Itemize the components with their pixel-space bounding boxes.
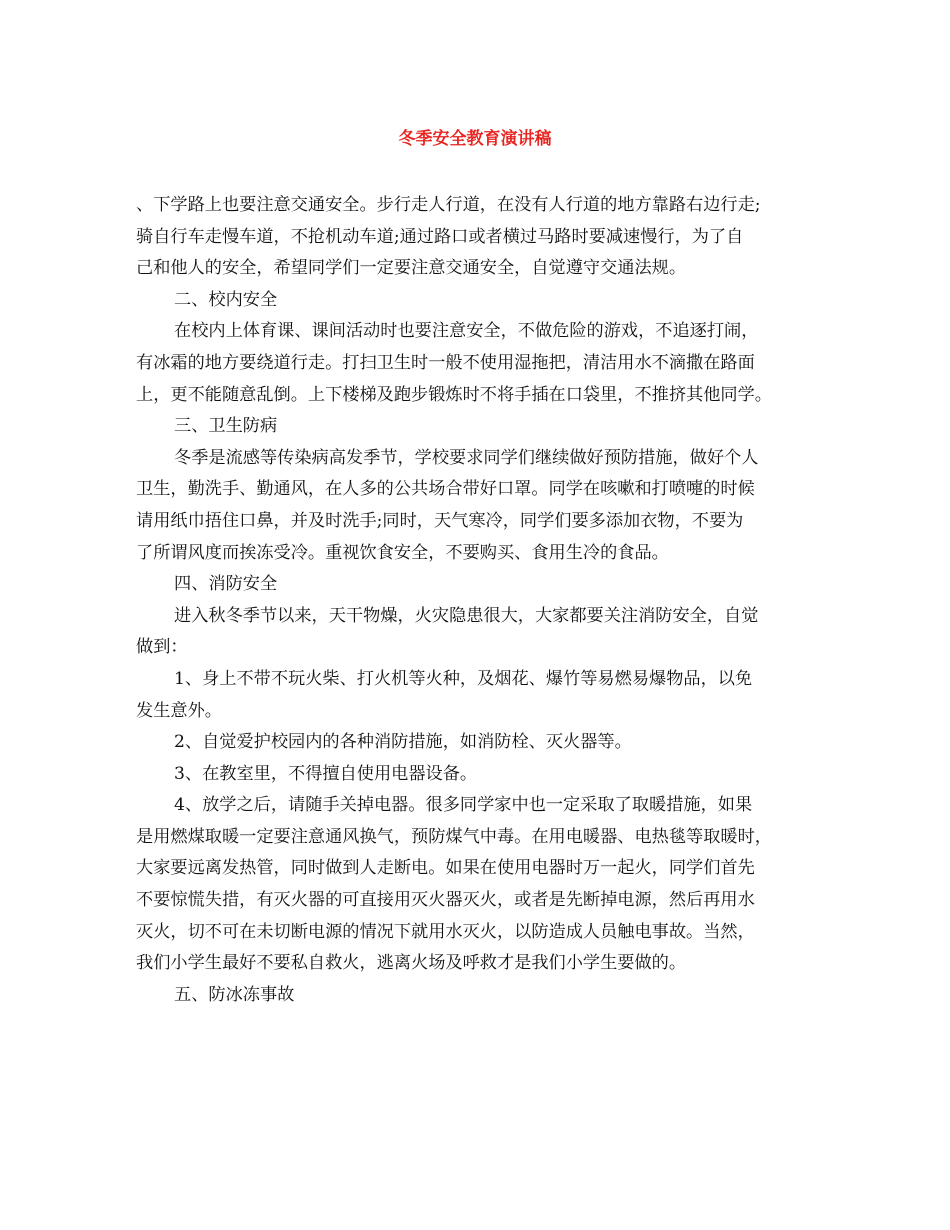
text-line: 二、校内安全 [174,289,278,310]
text-line: 发生意外。 [136,700,222,721]
text-line: 是用燃煤取暖一定要注意通风换气，预防煤气中毒。在用电暖器、电热毯等取暖时， [136,826,772,847]
text-line: 请用纸巾捂住口鼻，并及时洗手;同时，天气寒冷，同学们要多添加衣物，不要为 [136,510,744,531]
text-line: 做到： [136,637,188,658]
text-line: 在校内上体育课、课间活动时也要注意安全，不做危险的游戏，不追逐打闹， [174,321,759,342]
text-line: 4、放学之后，请随手关掉电器。很多同学家中也一定采取了取暖措施，如果 [174,795,753,816]
text-line: 冬季是流感等传染病高发季节，学校要求同学们继续做好预防措施，做好个人 [174,447,759,468]
text-line: 有冰霜的地方要绕道行走。打扫卫生时一般不使用湿拖把，清洁用水不滴撒在路面 [136,352,755,373]
text-line: 五、防冰冻事故 [174,984,295,1005]
text-line: 3、在教室里，不得擅自使用电器设备。 [174,763,478,784]
text-line: 、下学路上也要注意交通安全。步行走人行道，在没有人行道的地方靠路右边行走; [136,195,761,215]
text-line: 卫生，勤洗手、勤通风，在人多的公共场合带好口罩。同学在咳嗽和打喷嚏的时候 [136,479,755,500]
text-line: 了所谓风度而挨冻受冷。重视饮食安全，不要购买、食用生冷的食品。 [136,542,669,563]
document-title: 冬季安全教育演讲稿 [398,129,552,149]
text-line: 灭火，切不可在未切断电源的情况下就用水灭火，以防造成人员触电事故。当然， [136,921,755,942]
text-line: 上，更不能随意乱倒。上下楼梯及跑步锻炼时不将手插在口袋里，不推挤其他同学。 [136,384,772,405]
text-line: 1、身上不带不玩火柴、打火机等火种，及烟花、爆竹等易燃易爆物品，以免 [174,668,753,689]
text-line: 进入秋冬季节以来，天干物燥，火灾隐患很大，大家都要关注消防安全，自觉 [174,605,759,626]
text-line: 四、消防安全 [174,574,278,595]
text-line: 大家要远离发热管，同时做到人走断电。如果在使用电器时万一起火，同学们首先 [136,858,755,879]
text-line: 己和他人的安全，希望同学们一定要注意交通安全，自觉遵守交通法规。 [136,258,687,279]
text-line: 骑自行车走慢车道，不抢机动车道;通过路口或者横过马路时要减速慢行，为了自 [136,226,744,247]
text-line: 三、卫生防病 [174,416,278,437]
text-line: 我们小学生最好不要私自救火，逃离火场及呼救才是我们小学生要做的。 [136,953,687,974]
document-body [136,190,822,1011]
text-line: 不要惊慌失措，有灭火器的可直接用灭火器灭火，或者是先断掉电源，然后再用水 [136,890,755,911]
text-line: 2、自觉爱护校园内的各种消防措施，如消防栓、灭火器等。 [174,732,632,753]
